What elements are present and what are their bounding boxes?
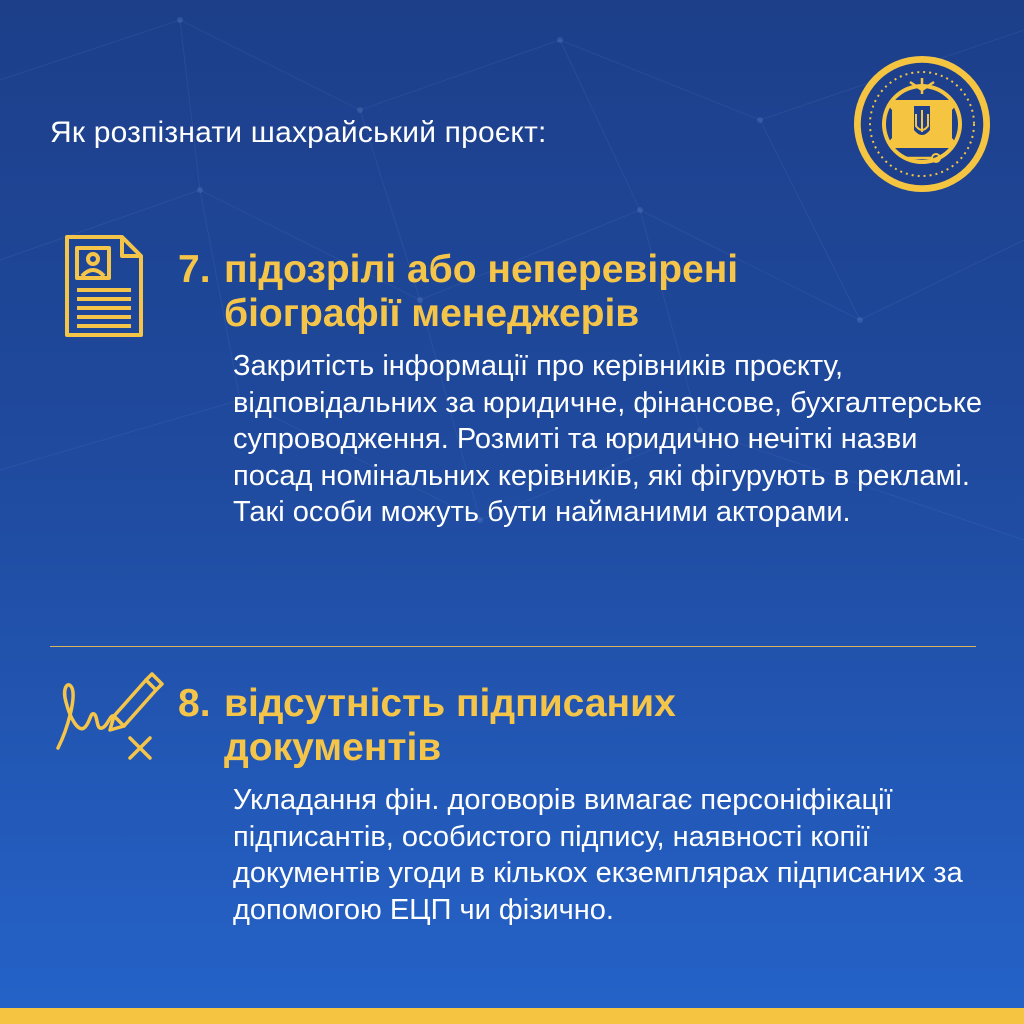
page-heading: Як розпізнати шахрайський проєкт: [50, 116, 547, 149]
section-7-title-line1: підозрілі або неперевірені [224, 248, 739, 291]
signature-pen-icon [54, 668, 164, 760]
resume-document-icon [64, 234, 144, 338]
bottom-accent-bar [0, 1008, 1024, 1024]
section-8-title-line1: відсутність підписаних [224, 682, 676, 725]
section-8-title [178, 682, 676, 770]
section-7-description: Закритість інформації про керівників проєкту, відповідальних за юридичне, фінансове, бухгалтерське супроводження. Розмиті та юридично нечіткі назви посад номінальних керівників, які фігурують в рекламі. Такі особи можуть бути найманими акторами. [233, 350, 983, 528]
section-8-description: Укладання фін. договорів вимагає персоніфікації підписантів, особистого підпису, наявності копії документів угоди в кількох екземплярах підписаних за допомогою ЕЦП чи фізично. [233, 784, 963, 926]
section-7-number: 7. [178, 248, 211, 291]
section-7-title-line2: біографії менеджерів [224, 292, 640, 335]
section-8-title-line2: документів [224, 726, 442, 769]
commission-emblem-icon [852, 54, 992, 194]
section-8-number: 8. [178, 682, 211, 725]
section-7-title [178, 248, 738, 336]
section-divider [50, 646, 976, 647]
